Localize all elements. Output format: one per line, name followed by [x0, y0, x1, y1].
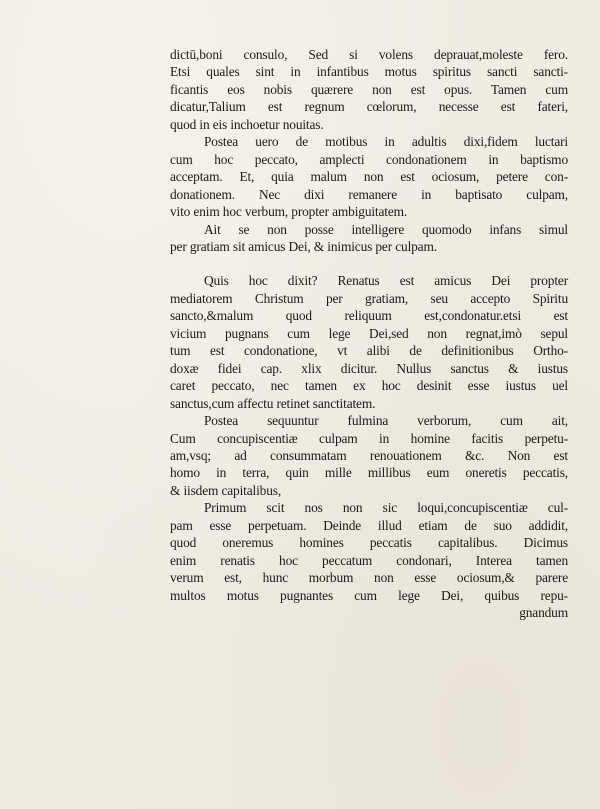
text-line: sanctus,cum affectu retinet sanctitatem.: [170, 395, 376, 411]
text-line: Postea uero de motibus in adultis dixi,fidem luctari: [204, 134, 568, 150]
catchword: gnandum: [519, 605, 568, 621]
text-line: dictū,boni consulo, Sed si volens deprauat,moleste fero.: [170, 47, 568, 62]
text-line: Primum scit nos non sic loqui,concupiscentiæ cul-: [204, 500, 568, 516]
text-line: sancto,&malum quod reliquum est,condonatur.etsi est: [170, 308, 568, 324]
text-line: pam esse perpetuam. Deinde illud etiam de suo addidit,: [170, 517, 568, 533]
text-line: doxæ fidei cap. xlix dicitur. Nullus sanctus & iustus: [170, 360, 568, 376]
text-line: homo in terra, quin mille millibus eum oneretis peccatis,: [170, 465, 568, 481]
text-line: ficantis eos nobis quærere non est opus. Tamen cum: [170, 81, 568, 97]
paragraph-2: [170, 133, 568, 220]
text-line: dicatur,Talium est regnum cœlorum, necesse est fateri,: [170, 99, 568, 115]
text-line: multos motus pugnantes cum lege Dei, quibus repu-: [170, 587, 568, 603]
paragraph-5: [170, 412, 568, 499]
page-text: [170, 46, 568, 622]
text-line: acceptam. Et, quia malum non est ociosum, petere con-: [170, 169, 568, 185]
paragraph-6: [170, 499, 568, 621]
paragraph-gap: [170, 255, 568, 272]
text-line: Quis hoc dixit? Renatus est amicus Dei propter: [204, 273, 568, 289]
text-line: Etsi quales sint in infantibus motus spiritus sancti sancti-: [170, 64, 568, 80]
text-line: & iisdem capitalibus,: [170, 482, 282, 498]
paragraph-4: [170, 272, 568, 412]
text-line: donationem. Nec dixi remanere in baptisato culpam,: [170, 186, 568, 202]
text-line: cum hoc peccato, amplecti condonationem in baptismo: [170, 151, 568, 167]
text-line: Ait se non posse intelligere quomodo infans simul: [204, 221, 568, 237]
text-line: mediatorem Christum per gratiam, seu accepto Spiritu: [170, 290, 568, 306]
text-line: vicium pugnans cum lege Dei,sed non regnat,imò sepul: [170, 325, 568, 341]
paragraph-3: [170, 221, 568, 256]
text-line: Cum concupiscentiæ culpam in homine facitis perpetu-: [170, 430, 568, 446]
text-line: tum est condonatione, vt alibi de definitionibus Ortho-: [170, 343, 568, 359]
text-line: vito enim hoc verbum, propter ambiguitatem.: [170, 204, 408, 220]
text-line: Postea sequuntur fulmina verborum, cum ait,: [204, 413, 568, 429]
text-line: verum est, hunc morbum non esse ociosum,& parere: [170, 570, 568, 586]
text-line: enim renatis hoc peccatum condonari, Interea tamen: [170, 552, 568, 568]
text-line: per gratiam sit amicus Dei, & inimicus per culpam.: [170, 238, 437, 254]
text-line: quod oneremus homines peccatis capitalibus. Dicimus: [170, 535, 568, 551]
paragraph-1: [170, 46, 568, 133]
text-line: am,vsq; ad consummatam renouationem &c. Non est: [170, 447, 568, 463]
text-line: quod in eis inchoetur nouitas.: [170, 116, 324, 132]
text-line: caret peccato, nec tamen ex hoc desinit esse iustus uel: [170, 378, 568, 394]
